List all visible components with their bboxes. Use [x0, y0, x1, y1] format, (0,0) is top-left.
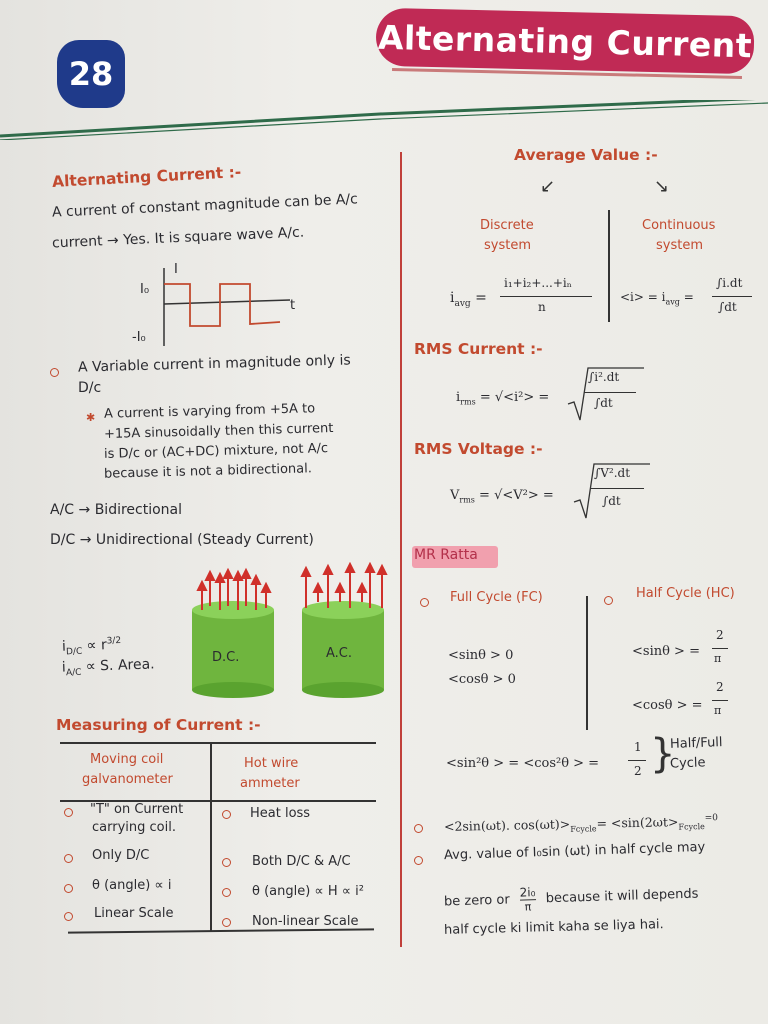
brace-icon: }: [650, 731, 676, 777]
sin-sq-eq: <sin²θ > = <cos²θ > =: [446, 756, 600, 771]
ac-line-1: A current of constant magnitude can be A/c: [51, 191, 359, 221]
discrete-label-a: Discrete: [480, 218, 534, 233]
page-number-badge: 28: [57, 40, 125, 108]
half-cycle-label: Half Cycle (HC): [636, 586, 735, 601]
point-1-line-b: D/c: [78, 380, 102, 396]
table-row-2-col2: Both D/C & A/C: [252, 854, 351, 869]
sub-1-line-d: because it is not a bidirectional.: [103, 461, 313, 482]
iavg-lhs: $i_{avg}$ =: [450, 290, 487, 309]
table-row-3-col2: θ (angle) ∝ H ∝ i²: [252, 884, 364, 899]
sub-1-line-a: A current is varying from +5A to: [103, 401, 316, 422]
bullet: [222, 810, 231, 819]
continuous-label-b: system: [656, 238, 703, 253]
hc-sin-bar: [712, 648, 728, 649]
vrms-fraction-bar: [590, 488, 644, 489]
hc-sin-den: π: [714, 652, 722, 665]
column-divider: [400, 152, 402, 947]
sub-1-line-b: +15A sinusoidally then this current: [103, 421, 334, 442]
hc-cos-bar: [712, 700, 728, 701]
measuring-heading: Measuring of Current :-: [56, 716, 261, 734]
bullet: [222, 888, 231, 897]
vrms-denominator: ∫dt: [602, 494, 621, 508]
arrow-down-left-icon: ↙: [540, 176, 556, 197]
hc-cos-den: π: [714, 704, 722, 717]
point-1-line-a: A Variable current in magnitude only is: [77, 352, 351, 376]
table-col2-header-b: ammeter: [240, 776, 300, 791]
graph-label-t: t: [290, 298, 296, 313]
star-bullet-icon: ✱: [86, 411, 96, 424]
dc-cylinder-label: D.C.: [212, 650, 240, 665]
table-row-1-col1-b: carrying coil.: [92, 820, 176, 835]
sq-num: 1: [634, 740, 642, 754]
table-col1-header-b: galvanometer: [82, 772, 173, 787]
table-row-1-col1-a: "T" on Current: [90, 802, 184, 817]
table-row-2-col1: Only D/C: [92, 848, 150, 863]
table-top-line: [60, 742, 376, 744]
hc-cos-num: 2: [716, 680, 724, 694]
graph-label-I: I: [174, 262, 178, 277]
sq-bar: [628, 760, 646, 761]
i-ac-relation: $i_{A/C} \propto S$. Area.: [61, 656, 155, 679]
ac-heading: Alternating Current :-: [51, 163, 242, 191]
bullet: [414, 856, 423, 865]
mr-ratta-label: MR Ratta: [414, 547, 478, 563]
sub-1-line-c: is D/c or (AC+DC) mixture, not A/c: [103, 441, 329, 462]
avg-divider: [608, 210, 610, 322]
product-identity: <2sin(ωt). $\cos(\omega t)>_{Fcycle}= <\sin(2\omega t>_{Fcycle}^{=0}$: [443, 813, 719, 835]
table-col2-header-a: Hot wire: [244, 756, 299, 771]
graph-label-negI0: -I₀: [132, 330, 146, 345]
hc-sin-num: 2: [716, 628, 724, 642]
rms-voltage-heading: RMS Voltage :-: [414, 440, 543, 458]
fc-sin: <sinθ > 0: [448, 648, 514, 663]
discrete-label-b: system: [484, 238, 531, 253]
cont-denominator: ∫dt: [718, 300, 737, 314]
bullet: [64, 808, 73, 817]
irms-denominator: ∫dt: [594, 396, 613, 410]
bullet: [414, 824, 423, 833]
table-column-divider: [210, 742, 212, 932]
ac-cylinder-label: A.C.: [326, 646, 353, 661]
bullet: [64, 854, 73, 863]
cycle-divider: [586, 596, 588, 730]
ac-bidirectional: A/C → Bidirectional: [50, 502, 183, 518]
arrow-down-right-icon: ↘: [654, 176, 670, 197]
i-dc-relation: $i_{D/C} \propto r^{3/2}$: [61, 635, 122, 658]
bullet: [222, 918, 231, 927]
table-row-3-col1: θ (angle) ∝ i: [92, 878, 172, 893]
bullet: [420, 598, 429, 607]
irms-numerator: ∫i².dt: [588, 370, 620, 384]
cont-numerator: ∫i.dt: [716, 276, 743, 290]
table-row-4-col2: Non-linear Scale: [252, 914, 359, 929]
bullet: [50, 368, 59, 377]
full-cycle-label: Full Cycle (FC): [450, 590, 543, 605]
avg-note-line-c: half cycle ki limit kaha se liya hai.: [443, 917, 664, 938]
dc-current-arrows: [194, 566, 276, 614]
sq-den: 2: [634, 764, 642, 778]
bullet: [64, 912, 73, 921]
average-value-heading: Average Value :-: [514, 146, 658, 164]
iavg-denominator: n: [538, 300, 546, 314]
graph-label-I0: I₀: [140, 282, 150, 297]
irms-lhs: $i_{rms} = √<i^2>$ =: [456, 390, 550, 407]
sq-note-a: Half/Full: [669, 735, 723, 752]
avg-note-line-b: be zero or $\frac{\text{2i₀}}{\pi}$ because it will depends: [443, 885, 699, 914]
vrms-numerator: ∫V².dt: [594, 466, 631, 480]
bullet: [222, 858, 231, 867]
chapter-title: Alternating Current: [375, 8, 754, 75]
continuous-label-a: Continuous: [642, 218, 716, 233]
table-col1-header-a: Moving coil: [90, 752, 164, 767]
header-divider: [0, 100, 768, 140]
table-row-1-col2: Heat loss: [250, 806, 311, 821]
iavg-fraction-bar: [500, 296, 592, 297]
irms-fraction-bar: [584, 392, 636, 393]
ac-line-2: current → Yes. It is square wave A/c.: [51, 224, 305, 252]
hc-cos: <cosθ > =: [632, 698, 703, 713]
vrms-lhs: $V_{rms} = √<V^2>$ =: [450, 488, 554, 505]
cont-lhs: $<i> = i_{avg}$ =: [620, 290, 694, 307]
ac-current-arrows: [300, 562, 388, 612]
rms-current-heading: RMS Current :-: [414, 340, 543, 358]
fc-cos: <cosθ > 0: [448, 672, 516, 687]
cont-fraction-bar: [712, 296, 752, 297]
bullet: [64, 884, 73, 893]
bullet: [604, 596, 613, 605]
hc-sin: <sinθ > =: [632, 644, 700, 659]
sq-note-b: Cycle: [669, 755, 706, 772]
dc-unidirectional: D/C → Unidirectional (Steady Current): [50, 532, 314, 548]
avg-note-line-a: Avg. value of I₀sin (ωt) in half cycle may: [443, 839, 706, 864]
table-row-4-col1: Linear Scale: [94, 906, 174, 921]
square-wave-graph: [130, 262, 310, 352]
iavg-numerator: i₁+i₂+...+iₙ: [504, 276, 572, 290]
